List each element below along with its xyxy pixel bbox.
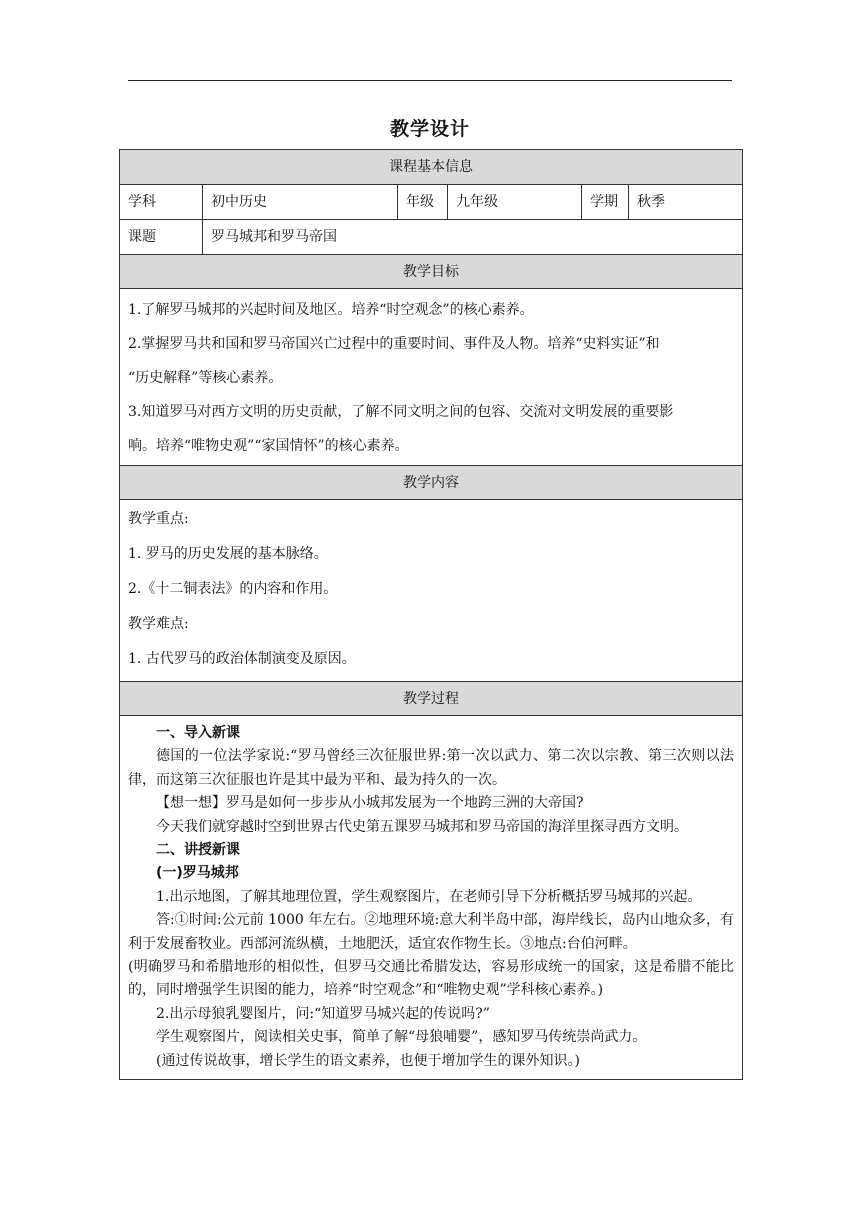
process-block — [120, 715, 742, 1079]
goal-line: 响。培养“唯物史观”“家国情怀”的核心素养。 — [128, 438, 409, 454]
process-paragraph: 今天我们就穿越时空到世界古代史第五课罗马城邦和罗马帝国的海洋里探寻西方文明。 — [156, 818, 688, 835]
process-heading-intro: 一、导入新课 — [156, 725, 240, 741]
topic-value: 罗马城邦和罗马帝国 — [202, 220, 742, 254]
process-paragraph: 【想一想】罗马是如何一步步从小城邦发展为一个地跨三洲的大帝国? — [156, 795, 584, 812]
topic-label: 课题 — [128, 229, 156, 245]
goal-line: 3.知道罗马对西方文明的历史贡献，了解不同文明之间的包容、交流对文明发展的重要影 — [128, 404, 674, 420]
content-line: 2.《十二铜表法》的内容和作用。 — [128, 581, 338, 597]
lesson-plan-table — [119, 149, 743, 1080]
term-label: 学期 — [581, 185, 628, 219]
goal-line: 2.掌握罗马共和国和罗马帝国兴亡过程中的重要时间、事件及人物。培养“史料实证”和 — [128, 336, 660, 352]
section-header-process: 教学过程 — [120, 681, 742, 715]
process-heading-new-lesson: 二、讲授新课 — [156, 842, 240, 859]
process-paragraph: (明确罗马和希腊地形的相似性，但罗马交通比希腊发达，容易形成统一的国家，这是希腊不能比的，同时增强学生识图的能力，培养“时空观念”和“唯物史观”学科核心素养。) — [128, 959, 734, 999]
goal-line: “历史解释”等核心素养。 — [128, 370, 283, 386]
info-row-2 — [120, 219, 742, 254]
process-paragraph: 答:①时间:公元前 1000 年左右。②地理环境:意大利半岛中部，海岸线长，岛内山地众多，有利于发展畜牧业。西部河流纵横，土地肥沃，适宜农作物生长。③地点:台伯河畔。 — [128, 912, 734, 952]
grade-label: 年级 — [397, 185, 447, 219]
process-paragraph: 学生观察图片，阅读相关史事，简单了解“母狼哺婴”，感知罗马传统崇尚武力。 — [156, 1029, 647, 1046]
process-paragraph: (通过传说故事，增长学生的语文素养，也便于增加学生的课外知识。) — [156, 1052, 580, 1069]
content-line: 1. 罗马的历史发展的基本脉络。 — [128, 546, 328, 562]
section-header-content: 教学内容 — [120, 465, 742, 499]
goal-line: 1.了解罗马城邦的兴起时间及地区。培养“时空观念”的核心素养。 — [128, 302, 534, 318]
grade-value: 九年级 — [447, 185, 581, 219]
page-title: 教学设计 — [389, 118, 470, 140]
process-subheading-roman-city-state: (一)罗马城邦 — [156, 865, 239, 882]
content-line: 教学难点: — [128, 616, 189, 632]
goals-block — [120, 288, 742, 465]
subject-value: 初中历史 — [202, 185, 397, 219]
header-rule — [128, 80, 732, 81]
process-paragraph: 1.出示地图，了解其地理位置，学生观察图片，在老师引导下分析概括罗马城邦的兴起。 — [156, 888, 702, 905]
section-header-goals: 教学目标 — [120, 254, 742, 288]
info-row-1 — [120, 184, 742, 219]
section-header-info: 课程基本信息 — [120, 150, 742, 184]
process-paragraph: 德国的一位法学家说:“罗马曾经三次征服世界:第一次以武力、第二次以宗教、第三次则以法律，而这第三次征服也许是其中最为平和、最为持久的一次。 — [128, 748, 734, 788]
content-line: 教学重点: — [128, 511, 189, 527]
term-value: 秋季 — [628, 185, 742, 219]
process-paragraph: 2.出示母狼乳婴图片，问:“知道罗马城兴起的传说吗?” — [156, 1005, 490, 1022]
subject-label: 学科 — [128, 194, 156, 210]
content-line: 1. 古代罗马的政治体制演变及原因。 — [128, 651, 356, 667]
content-block — [120, 499, 742, 681]
